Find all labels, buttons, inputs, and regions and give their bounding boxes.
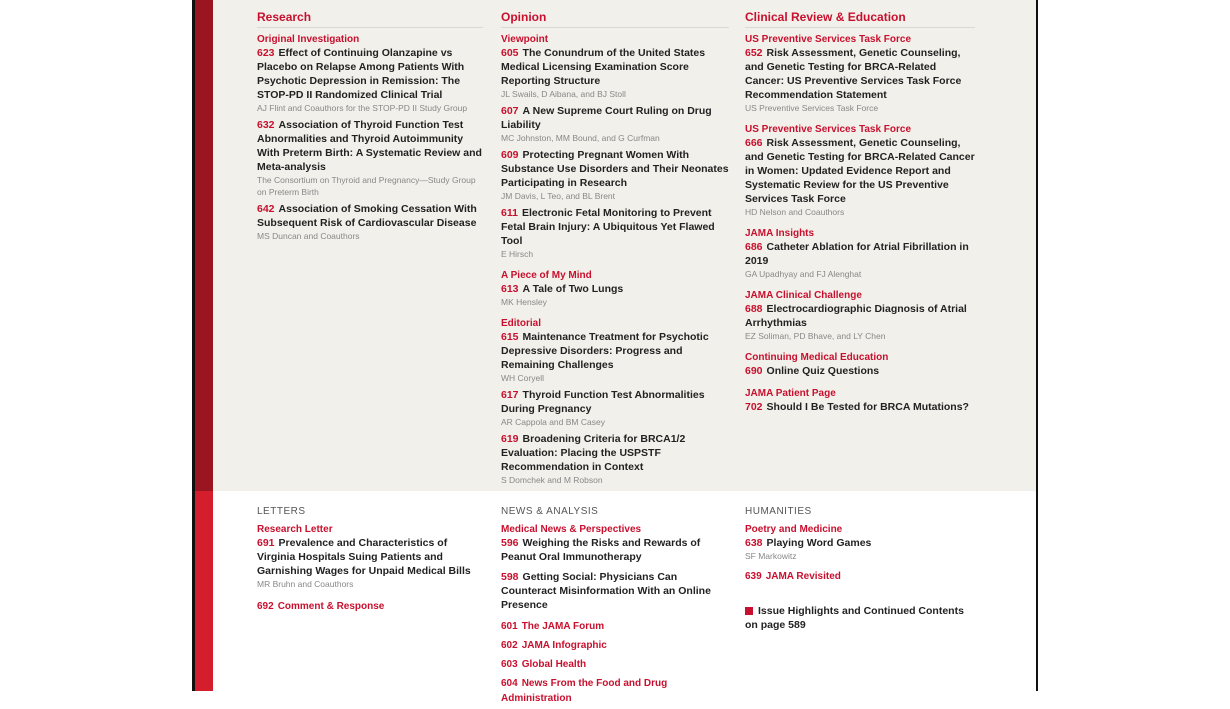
page-number: 615 (501, 331, 519, 343)
article-entry[interactable] (501, 104, 729, 144)
link-title: JAMA Infographic (521, 640, 607, 651)
article-title: Weighing the Risks and Rewards of Peanut Oral Immunotherapy (501, 537, 701, 563)
article-group (257, 33, 483, 242)
news-entry[interactable] (501, 570, 729, 612)
article-title-line (745, 302, 975, 330)
group-label: A Piece of My Mind (501, 270, 592, 281)
opinion-groups (501, 33, 729, 486)
article-title: Protecting Pregnant Women With Substance Use Disorders and Their Neonates Participating in Research (501, 149, 729, 189)
news-items (501, 536, 729, 612)
article-entry[interactable] (501, 432, 729, 486)
article-authors: MK Hensley (501, 297, 547, 307)
article-title-line (501, 148, 729, 190)
article-title: Risk Assessment, Genetic Counseling, and Genetic Testing for BRCA-Related Cancer: US Preventive Services Task Force Recommendation Statement (745, 47, 962, 101)
article-authors: E Hirsch (501, 249, 534, 259)
news-section-link[interactable] (501, 618, 729, 633)
article-title-line (745, 400, 975, 414)
news-entry[interactable] (501, 536, 729, 564)
page-number: 702 (745, 401, 763, 413)
page-number: 666 (745, 137, 763, 149)
article-group (745, 123, 975, 218)
research-groups (257, 33, 483, 242)
news-links (501, 618, 729, 705)
article-authors: MC Johnston, MM Bound, and G Curfman (501, 133, 660, 143)
article-authors: AJ Flint and Coauthors for the STOP-PD II Study Group (257, 103, 468, 113)
article-title-line (745, 364, 975, 378)
article-title-line (501, 388, 729, 416)
article-title-line (501, 46, 729, 88)
article-title: A Tale of Two Lungs (522, 283, 624, 295)
group-label: Viewpoint (501, 34, 549, 45)
group-label: US Preventive Services Task Force (745, 124, 912, 135)
link-title: Comment & Response (277, 601, 385, 612)
red-side-bar (195, 491, 213, 691)
article-authors: S Domchek and M Robson (501, 475, 603, 485)
article-entry[interactable] (257, 46, 483, 114)
article-title-line (257, 46, 483, 102)
article-authors: JM Davis, L Teo, and BL Brent (501, 191, 616, 201)
humanities-heading: HUMANITIES (745, 506, 812, 517)
page-number: 686 (745, 241, 763, 253)
page-number: 690 (745, 365, 763, 377)
group-label: JAMA Clinical Challenge (745, 290, 862, 301)
article-group (501, 269, 729, 308)
article-title: Should I Be Tested for BRCA Mutations? (766, 401, 969, 413)
article-title: Thyroid Function Test Abnormalities During Pregnancy (501, 389, 705, 415)
comment-response-link[interactable] (257, 596, 483, 614)
article-authors: GA Upadhyay and FJ Alenghat (745, 269, 862, 279)
page-number: 609 (501, 149, 519, 161)
research-column (257, 10, 483, 251)
article-title-line (501, 282, 729, 296)
research-heading: Research (257, 10, 483, 28)
humanities-article[interactable] (745, 536, 975, 562)
article-group (745, 227, 975, 280)
continued-contents-note[interactable] (745, 604, 975, 632)
article-title: Getting Social: Physicians Can Counteract Misinformation With an Online Presence (501, 571, 711, 611)
page-number: 692 (257, 601, 274, 612)
news-section-link[interactable] (501, 637, 729, 652)
article-title-line (257, 202, 483, 230)
article-title: The Conundrum of the United States Medical Licensing Examination Score Reporting Structure (501, 47, 706, 87)
article-authors: AR Cappola and BM Casey (501, 417, 605, 427)
article-title: A New Supreme Court Ruling on Drug Liability (501, 105, 712, 131)
article-authors: EZ Soliman, PD Bhave, and LY Chen (745, 331, 886, 341)
article-entry[interactable] (745, 302, 975, 342)
article-group (745, 33, 975, 114)
article-authors: US Preventive Services Task Force (745, 103, 879, 113)
article-title-line (501, 330, 729, 372)
article-entry[interactable] (501, 46, 729, 100)
letters-group-label: Research Letter (257, 524, 333, 535)
link-title: The JAMA Forum (521, 621, 605, 632)
article-title: Catheter Ablation for Atrial Fibrillation in 2019 (745, 241, 969, 267)
article-group (501, 317, 729, 486)
letters-column (257, 506, 483, 614)
clinical-review-column (745, 10, 975, 423)
letters-heading: LETTERS (257, 506, 306, 517)
link-title: News From the Food and Drug Administration (501, 678, 668, 704)
page-number: 619 (501, 433, 519, 445)
page-number: 688 (745, 303, 763, 315)
group-label: Original Investigation (257, 34, 360, 45)
page-number: 601 (501, 621, 518, 632)
page-number: 598 (501, 571, 519, 583)
article-group (501, 33, 729, 260)
page-number: 638 (745, 537, 763, 549)
page-number: 596 (501, 537, 519, 549)
article-title: Playing Word Games (766, 537, 872, 549)
article-entry[interactable] (257, 118, 483, 198)
page-number: 605 (501, 47, 519, 59)
group-label: Editorial (501, 318, 542, 329)
page-number: 691 (257, 537, 275, 549)
article-title: Electronic Fetal Monitoring to Prevent Fetal Brain Injury: A Ubiquitous Yet Flawed Tool (501, 207, 715, 247)
page-number: 642 (257, 203, 275, 215)
article-entry[interactable] (257, 202, 483, 242)
article-authors: The Consortium on Thyroid and Pregnancy—Study Group on Preterm Birth (257, 175, 476, 197)
article-authors: MR Bruhn and Coauthors (257, 579, 354, 589)
group-label: Continuing Medical Education (745, 352, 889, 363)
article-title-line (501, 570, 729, 612)
article-title: Maintenance Treatment for Psychotic Depressive Disorders: Progress and Remaining Challenges (501, 331, 709, 371)
page-number: 617 (501, 389, 519, 401)
news-column (501, 506, 729, 709)
article-title: Risk Assessment, Genetic Counseling, and Genetic Testing for BRCA-Related Cancer in Women: Updated Evidence Report and Systematic Review for the US Preventive Services Task Force (745, 137, 975, 205)
article-authors: SF Markowitz (745, 551, 797, 561)
article-authors: MS Duncan and Coauthors (257, 231, 360, 241)
clinical-groups (745, 33, 975, 414)
link-title: Global Health (521, 659, 587, 670)
page-number: 602 (501, 640, 518, 651)
group-label: US Preventive Services Task Force (745, 34, 912, 45)
article-title: Broadening Criteria for BRCA1/2 Evaluation: Placing the USPSTF Recommendation in Context (501, 433, 686, 473)
dark-red-side-bar (195, 0, 213, 491)
article-entry[interactable] (745, 400, 975, 414)
jama-revisited-link[interactable] (745, 566, 975, 584)
article-group (745, 351, 975, 378)
group-label: JAMA Patient Page (745, 388, 836, 399)
page-number: 603 (501, 659, 518, 670)
article-entry[interactable] (501, 148, 729, 202)
article-authors: WH Coryell (501, 373, 544, 383)
page-number: 652 (745, 47, 763, 59)
page-number: 613 (501, 283, 519, 295)
group-label: JAMA Insights (745, 228, 815, 239)
article-title-line (745, 136, 975, 206)
article-entry[interactable] (745, 136, 975, 218)
letters-article[interactable] (257, 536, 483, 590)
humanities-column (745, 506, 975, 632)
article-group (745, 289, 975, 342)
article-title-line (745, 46, 975, 102)
news-section-link[interactable] (501, 656, 729, 671)
article-entry[interactable] (501, 330, 729, 384)
article-title-line (501, 206, 729, 248)
page-number: 639 (745, 571, 762, 582)
article-entry[interactable] (501, 206, 729, 260)
article-group (745, 387, 975, 414)
link-title: JAMA Revisited (765, 571, 841, 582)
article-title: Online Quiz Questions (766, 365, 880, 377)
opinion-heading: Opinion (501, 10, 729, 28)
note-text: Issue Highlights and Continued Contents on page 589 (745, 605, 964, 631)
page-number: 611 (501, 207, 518, 219)
article-title-line (501, 432, 729, 474)
opinion-column (501, 10, 729, 495)
article-entry[interactable] (745, 240, 975, 280)
article-title: Association of Thyroid Function Test Abnormalities and Thyroid Autoimmunity With Preterm Birth: A Systematic Review and Meta-analysis (257, 119, 482, 173)
article-title-line (501, 104, 729, 132)
article-title: Effect of Continuing Olanzapine vs Placebo on Relapse Among Patients With Psychotic Depression in Remission: The STOP-PD II Randomized Clinical Trial (257, 47, 465, 101)
page-number: 607 (501, 105, 519, 117)
article-entry[interactable] (501, 388, 729, 428)
article-entry[interactable] (501, 282, 729, 308)
humanities-group-label: Poetry and Medicine (745, 524, 843, 535)
page-number: 623 (257, 47, 275, 59)
news-group-label: Medical News & Perspectives (501, 524, 642, 535)
article-title: Electrocardiographic Diagnosis of Atrial Arrhythmias (745, 303, 967, 329)
article-title-line (745, 240, 975, 268)
article-authors: JL Swails, D Aibana, and BJ Stoll (501, 89, 626, 99)
article-authors: HD Nelson and Coauthors (745, 207, 845, 217)
article-title-line (501, 536, 729, 564)
article-entry[interactable] (745, 46, 975, 114)
news-section-link[interactable] (501, 675, 729, 705)
red-square-icon (745, 607, 753, 615)
clinical-review-heading: Clinical Review & Education (745, 10, 975, 28)
news-heading: NEWS & ANALYSIS (501, 506, 599, 517)
article-title-line (257, 118, 483, 174)
article-title: Prevalence and Characteristics of Virginia Hospitals Suing Patients and Garnishing Wages for Unpaid Medical Bills (257, 537, 471, 577)
contents-page (192, 0, 1038, 704)
article-entry[interactable] (745, 364, 975, 378)
article-title: Association of Smoking Cessation With Subsequent Risk of Cardiovascular Disease (257, 203, 477, 229)
page-number: 604 (501, 678, 518, 689)
page-number: 632 (257, 119, 275, 131)
